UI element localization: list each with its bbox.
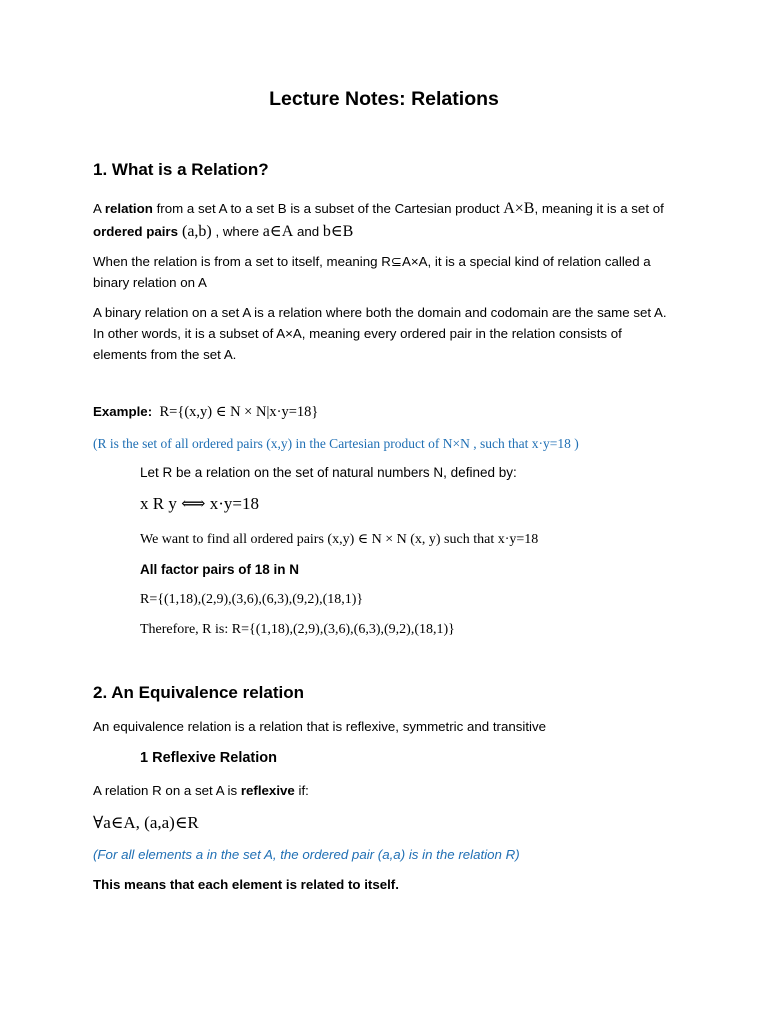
section-heading-equivalence: 2. An Equivalence relation bbox=[93, 683, 304, 702]
relation-set: R={(1,18),(2,9),(3,6),(6,3),(9,2),(18,1)} bbox=[140, 592, 364, 607]
text: A bbox=[93, 201, 105, 216]
binary-relation-paragraph: When the relation is from a set to itself, meaning R⊆A×A, it is a special kind of relation called a binary relation on A bbox=[93, 254, 651, 290]
bold-term-reflexive: reflexive bbox=[240, 783, 295, 798]
text: if: bbox=[294, 783, 309, 798]
section-heading-what-is-relation: 1. What is a Relation? bbox=[93, 160, 269, 179]
equivalence-intro: An equivalence relation is a relation that is reflexive, symmetric and transitive bbox=[93, 719, 547, 734]
reflexive-conclusion: This means that each element is related to itself. bbox=[93, 877, 399, 892]
relation-definition-paragraph bbox=[93, 197, 673, 243]
text: A relation R on a set A is bbox=[93, 783, 241, 798]
reflexive-definition bbox=[93, 783, 309, 798]
page-title: Lecture Notes: Relations bbox=[269, 88, 499, 110]
example-relation-formula: x R y ⟺ x·y=18 bbox=[140, 494, 259, 513]
example-line-3: We want to find all ordered pairs (x,y) ∈ N × N (x, y) such that x·y=18 bbox=[140, 532, 539, 547]
reflexive-formula: ∀a∈A, (a,a)∈R bbox=[93, 813, 199, 832]
example-definition: R={(x,y) ∈ N × N|x·y=18} bbox=[159, 404, 319, 420]
text: and bbox=[293, 224, 323, 239]
example-note: (R is the set of all ordered pairs (x,y) in the Cartesian product of N×N , such that x·y=18 ) bbox=[93, 436, 579, 451]
bold-term-relation: relation bbox=[104, 201, 153, 216]
reflexive-note: (For all elements a in the set A, the ordered pair (a,a) is in the relation R) bbox=[93, 847, 520, 862]
math-pair: (a,b) bbox=[177, 223, 212, 240]
example-label: Example: bbox=[93, 404, 153, 419]
factor-pairs-heading: All factor pairs of 18 in N bbox=[140, 562, 300, 577]
example-line-1: Let R be a relation on the set of natural numbers N, defined by: bbox=[140, 465, 517, 480]
math-a-in-A: a∈A bbox=[262, 223, 294, 240]
relation-conclusion: Therefore, R is: R={(1,18),(2,9),(3,6),(6,3),(9,2),(18,1)} bbox=[140, 622, 455, 637]
text: , meaning it is a set of bbox=[534, 201, 664, 216]
math-b-in-B: b∈B bbox=[322, 223, 354, 240]
text: from a set A to a set B is a subset of the Cartesian product bbox=[152, 201, 504, 216]
math-cartesian-product: A×B bbox=[503, 200, 535, 217]
binary-relation-definition-paragraph: A binary relation on a set A is a relation where both the domain and codomain are the same set A. In other words, it is a subset of A×A, meaning every ordered pair in the relation consists of elements from the set A. bbox=[93, 305, 667, 362]
example-line bbox=[93, 404, 318, 421]
bold-term-ordered-pairs: ordered pairs bbox=[93, 224, 178, 239]
text: , where bbox=[211, 224, 263, 239]
subheading-reflexive: 1 Reflexive Relation bbox=[140, 750, 277, 766]
